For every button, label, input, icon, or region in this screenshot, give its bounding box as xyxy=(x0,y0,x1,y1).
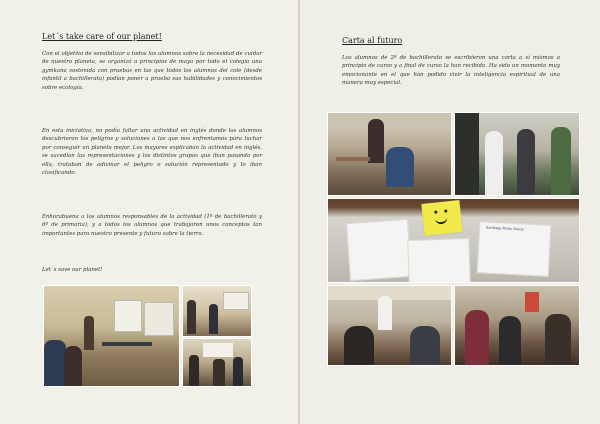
left-paragraph-closing: Let´s save our planet! xyxy=(42,267,103,273)
left-paragraph-3: Enhorabuena a los alumnos responsables de la actividad (1º de bachillerato y 6º de primaria), y a todos los alumnos que trabajaron unos conceptos tan importantes para nuestro presente y futuro sobre la tierra. xyxy=(42,214,262,237)
photo-gymkana-group xyxy=(182,338,252,387)
right-paragraph-1: Los alumnos de 2º de bachillerato se escribieron una carta a sí mismos a principio de curso y a final de curso la han recibido. Ha sido un momento muy emocionante en el que han podido vivir la inteligencia espiritual de una manera muy especial. xyxy=(342,55,560,87)
right-page-title: Carta al futuro xyxy=(342,36,403,45)
photo-students-writing xyxy=(327,112,452,196)
photo-classroom-reading xyxy=(327,285,452,366)
photo-students-reading-letters xyxy=(454,112,580,196)
letter-card-name: Santiago Rivas Alanis xyxy=(485,225,524,232)
left-page xyxy=(0,0,299,424)
left-page-title: Let´s take care of our planet! xyxy=(42,32,162,41)
smiley-sticky-note xyxy=(421,200,462,236)
photo-gymkana-hallway xyxy=(43,285,180,387)
photo-gymkana-students xyxy=(182,285,252,337)
photo-classroom-group xyxy=(454,285,580,366)
left-paragraph-1: Con el objetivo de sensibilizar a todos los alumnos sobre la necesidad de cuidar de nuestro planeta, se organizó a principios de mayo por todo el colegio una gymkana sostenida con pruebas en las que todos los alumnos del cole (desde infantil a bachillerato) podían poner a prueba sus habilidades y conocimientos sobre ecología. xyxy=(42,51,262,91)
photo-letters-on-table xyxy=(327,198,580,283)
left-paragraph-2: En esta iniciativa, no podía faltar una actividad en inglés donde los alumnos descubrieran los peligros y soluciones a las que nos enfrentamos para luchar por conseguir un planeta mejor. Los mayores explicaban la actividad en inglés, se sucedían las representaciones y los distintos grupos que iban pasando por ella, trataban de adivinar el peligro o solución representado y lo iban clasificando. xyxy=(42,128,262,177)
